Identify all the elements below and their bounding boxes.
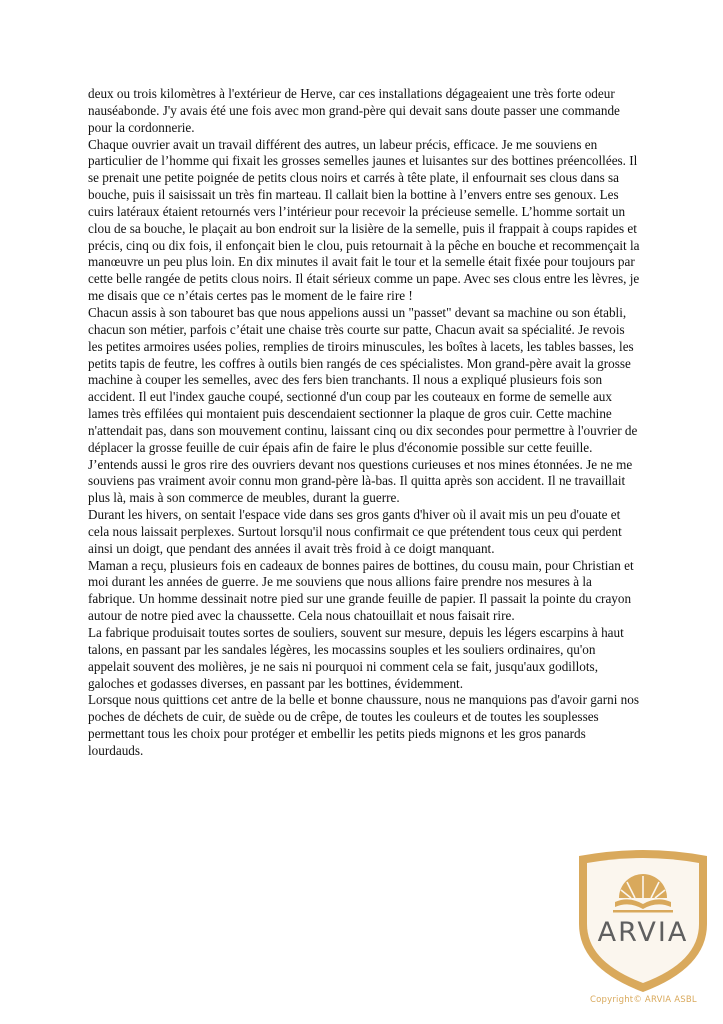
paragraph: Chacun assis à son tabouret bas que nous appelions aussi un "passet" devant sa machine ou son établi, chacun son métier, parfois c’était une chaise très courte sur patte, Chacun avait sa spécialité. Je revois les petites armoires usées polies, remplies de tiroirs minuscules, les boîtes à lacets, les tables basses, les petits tapis de feutre, les coffres à outils bien rangés de ces spécialistes. Mon grand-père avait la grosse machine à couper les semelles, avec des fers bien tranchants. Il nous a expliqué plusieurs fois son accident. Il eut l'index gauche coupé, sectionné d'un coup par les couteaux en forme de semelle aux lames très effilées qui montaient puis descendaient sectionner la plaque de gros cuir. Cette machine n'attendait pas, dans son mouvement continu, laissant cinq ou dix secondes pour permettre à l'ouvrier de déplacer la grosse feuille de cuir épais afin de faire le plus d'économie possible sur cette feuille. J’entends aussi le gros rire des ouvriers devant nos questions curieuses et nos mines étonnées. Je ne me souviens pas vraiment avoir connu mon grand-père là-bas. Il quitta après son accident. Il ne travaillait plus là, mais à son commerce de meubles, durant la guerre. bbox=[88, 304, 638, 506]
logo-text: ARVIA bbox=[597, 917, 689, 948]
arvia-shield-logo bbox=[575, 846, 711, 996]
paragraph: Lorsque nous quittions cet antre de la belle et bonne chaussure, nous ne manquions pas d'avoir garni nos poches de déchets de cuir, de suède ou de crêpe, de toutes les couleurs et de toutes les souplesses permettant tous les choix pour protéger et embellir les petits pieds mignons et les gros panards lourdauds. bbox=[88, 692, 639, 758]
paragraph: Chaque ouvrier avait un travail différent des autres, un labeur précis, efficace. Je me souviens en particulier de l’homme qui fixait les grosses semelles jaunes et luisantes sur des bottines préencollées. Il se prenait une petite poignée de petits clous noirs et carrés à tête plate, il enfournait ses clous dans sa bouche, puis il saisissait un très fin marteau. Il callait bien la bottine à l’envers entre ses genoux. Les cuirs latéraux étaient retournés vers l’intérieur pour recevoir la précieuse semelle. L’homme sortait un clou de sa bouche, le plaçait au bon endroit sur la lisière de la semelle, puis il frappait à coups rapides et précis, cinq ou dix fois, il enfonçait bien le clou, puis retournait à la pêche en bouche et recommençait la manœuvre un peu plus loin. En dix minutes il avait fait le tour et la semelle était fixée pour toujours par cette belle rangée de petits clous noirs. Il était sérieux comme un pape. Avec ses clous entre les lèvres, je me disais que ce n’étais certes pas le moment de le faire rire ! bbox=[88, 136, 640, 304]
paragraph: Durant les hivers, on sentait l'espace vide dans ses gros gants d'hiver où il avait mis un peu d'ouate et cela nous laissait perplexes. Surtout lorsqu'il nous confirmait ce que prétendent tous ceux qui perdent ainsi un doigt, que pendant des années il avait très froid à ce doigt manquant. bbox=[88, 507, 622, 556]
copyright-notice: Copyright© ARVIA ASBL bbox=[590, 995, 697, 1005]
document-body bbox=[88, 86, 640, 760]
paragraph: Maman a reçu, plusieurs fois en cadeaux de bonnes paires de bottines, du cousu main, pour Christian et moi durant les années de guerre. Je me souviens que nous allions faire prendre nos mesures à la fabrique. Un homme dessinait notre pied sur une grande feuille de papier. Il passait la pointe du crayon autour de notre pied avec la chaussette. Cela nous chatouillait et nous faisait rire. bbox=[88, 557, 634, 624]
paragraph: deux ou trois kilomètres à l'extérieur de Herve, car ces installations dégageaient une très forte odeur nauséabonde. J'y avais été une fois avec mon grand-père qui devait sans doute passer une commande pour la cordonnerie. bbox=[88, 86, 620, 135]
paragraph: La fabrique produisait toutes sortes de souliers, souvent sur mesure, depuis les légers escarpins à haut talons, en passant par les sandales légères, les mocassins souples et les souliers ordinaires, qu'on appelait souvent des molières, je ne sais ni pourquoi ni comment cela se fait, jusqu'aux godillots, galoches et godasses diverses, en passant par les bottines, évidemment. bbox=[88, 625, 624, 691]
